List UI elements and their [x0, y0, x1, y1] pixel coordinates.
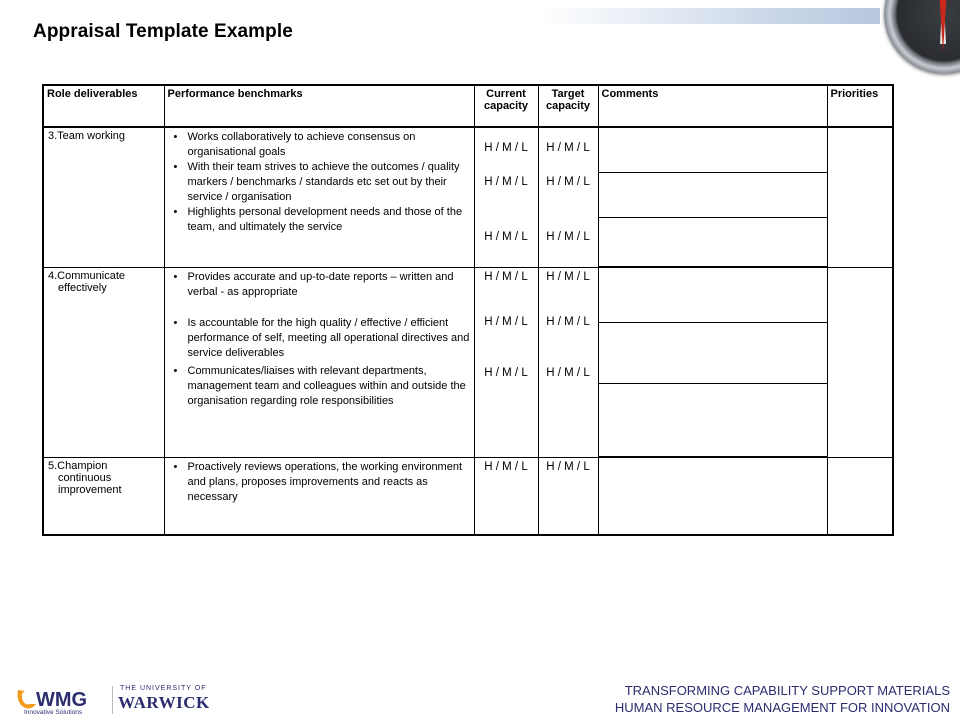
- role-champion: [43, 457, 164, 535]
- benchmarks-team-working: [164, 127, 474, 267]
- rating-current: H / M / L: [484, 270, 528, 283]
- rating-current: H / M / L: [484, 231, 528, 243]
- target-capacity-cell: [538, 457, 598, 535]
- priorities-cell[interactable]: [827, 457, 893, 535]
- priorities-cell[interactable]: [827, 127, 893, 267]
- current-capacity-cell: [474, 457, 538, 535]
- comments-cell[interactable]: [598, 127, 827, 172]
- warwick-wordmark: WARWICK: [118, 693, 210, 712]
- table-row: [43, 127, 893, 172]
- rating-target: H / M / L: [546, 270, 590, 283]
- warwick-prefix: THE UNIVERSITY OF: [120, 685, 207, 692]
- table-header-row: [43, 85, 893, 127]
- priorities-cell[interactable]: [827, 267, 893, 457]
- benchmark-item: • Is accountable for the high quality / effective / efficient performance of self, meeting all operational directives and service deliverables: [184, 316, 471, 361]
- rating-current: H / M / L: [484, 176, 528, 188]
- target-capacity-cell: [538, 267, 598, 457]
- benchmark-item: • Proactively reviews operations, the working environment and plans, proposes improvements and reacts as necessary: [184, 460, 471, 505]
- target-capacity-cell: [538, 127, 598, 267]
- header-current: Current capacity: [474, 85, 538, 127]
- rating-target: H / M / L: [546, 366, 590, 379]
- header-priorities: Priorities: [827, 85, 893, 127]
- role-label: 5.Champion: [48, 459, 108, 472]
- benchmarks-communicate: [164, 267, 474, 457]
- page-title: Appraisal Template Example: [33, 21, 293, 42]
- wmg-logo: [16, 684, 108, 716]
- role-team-working: 3.Team working: [43, 127, 164, 267]
- footer: [615, 682, 950, 716]
- benchmark-item: • Provides accurate and up-to-date reports – written and verbal - as appropriate: [184, 270, 471, 300]
- rating-target: H / M / L: [546, 231, 590, 243]
- role-label: 4.Communicate: [48, 269, 126, 282]
- comments-cell[interactable]: [598, 267, 827, 322]
- benchmark-item: • Highlights personal development needs and those of the team, and ultimately the service: [184, 205, 471, 235]
- rating-current: H / M / L: [484, 460, 528, 473]
- header-band: [540, 8, 880, 24]
- benchmark-item: • Communicates/liaises with relevant departments, management team and colleagues within and outside the organisation regarding role responsibilities: [184, 364, 471, 409]
- table-row: [43, 267, 893, 322]
- header-comments: Comments: [598, 85, 827, 127]
- appraisal-table: [42, 84, 894, 536]
- compass-icon: [884, 0, 960, 74]
- wmg-tagline: Innovative Solutions: [24, 709, 83, 716]
- comments-cell[interactable]: [598, 217, 827, 267]
- comments-cell[interactable]: [598, 457, 827, 535]
- footer-line-2: HUMAN RESOURCE MANAGEMENT FOR INNOVATION: [614, 700, 950, 715]
- benchmarks-champion: [164, 457, 474, 535]
- header-benchmarks: Performance benchmarks: [164, 85, 474, 127]
- role-communicate: [43, 267, 164, 457]
- rating-target: H / M / L: [546, 460, 590, 473]
- current-capacity-cell: [474, 267, 538, 457]
- table-row: [43, 457, 893, 535]
- wmg-wordmark: WMG: [36, 689, 88, 711]
- benchmark-item: • With their team strives to achieve the outcomes / quality markers / benchmarks / standards etc set out by their service / organisation: [184, 160, 471, 205]
- current-capacity-cell: [474, 127, 538, 267]
- comments-cell[interactable]: [598, 322, 827, 383]
- rating-target: H / M / L: [546, 176, 590, 188]
- header-role: Role deliverables: [43, 85, 164, 127]
- role-label: continuous: [58, 471, 112, 484]
- logo-divider: [112, 686, 113, 714]
- rating-current: H / M / L: [484, 142, 528, 154]
- rating-target: H / M / L: [546, 315, 590, 328]
- comments-cell[interactable]: [598, 172, 827, 217]
- wmg-swoosh: [18, 690, 37, 709]
- benchmark-item: • Works collaboratively to achieve consensus on organisational goals: [184, 130, 471, 160]
- rating-current: H / M / L: [484, 366, 528, 379]
- rating-target: H / M / L: [546, 142, 590, 154]
- role-label: improvement: [58, 483, 122, 496]
- header-target: Target capacity: [538, 85, 598, 127]
- comments-cell[interactable]: [598, 383, 827, 457]
- footer-line-1: TRANSFORMING CAPABILITY SUPPORT MATERIALS: [624, 683, 950, 698]
- compass-needle-red: [938, 0, 948, 52]
- rating-current: H / M / L: [484, 315, 528, 328]
- role-label: effectively: [58, 281, 107, 294]
